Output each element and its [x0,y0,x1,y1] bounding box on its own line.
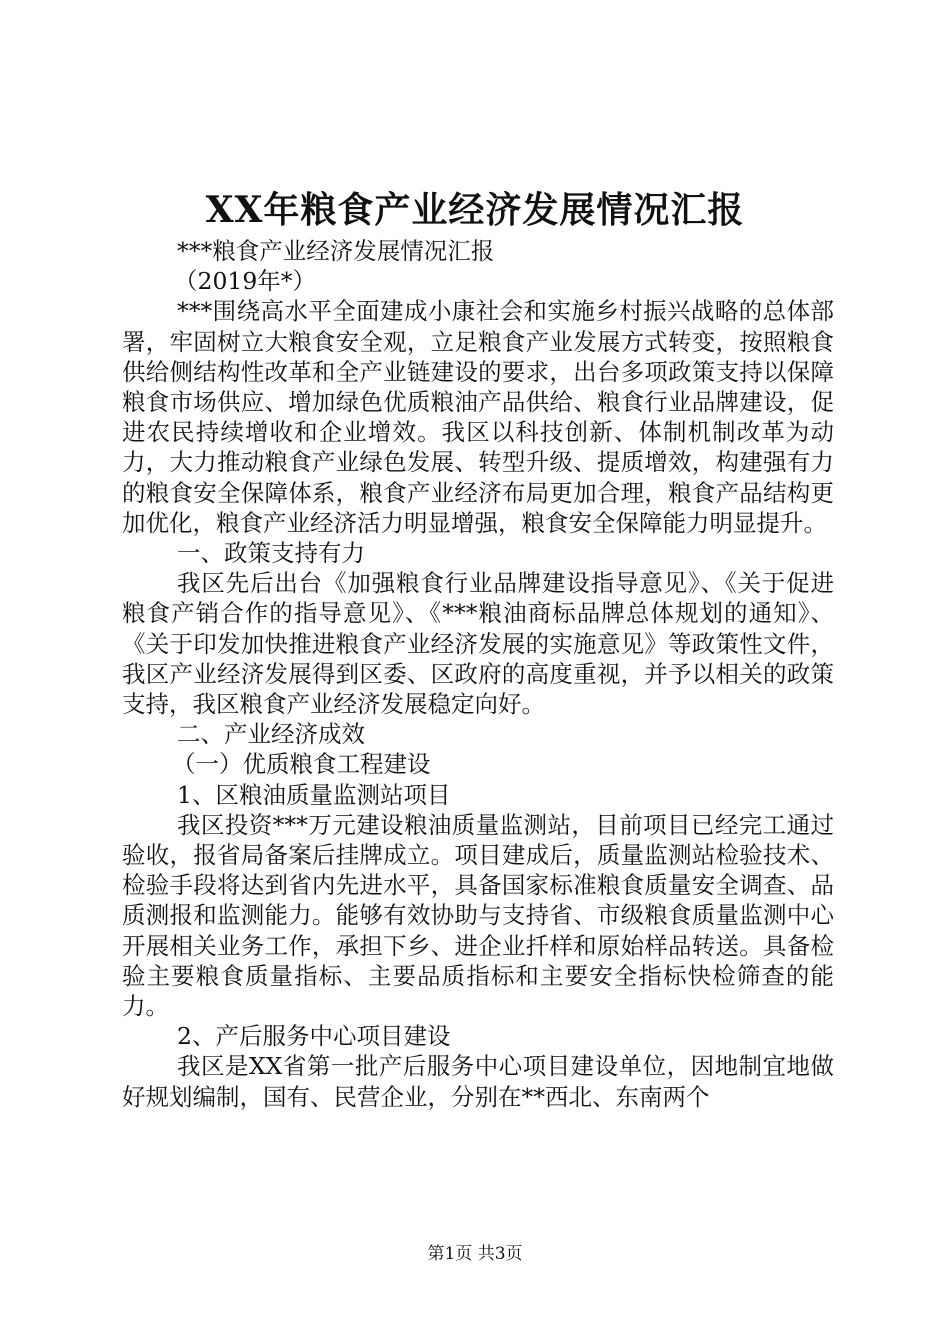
paragraph-intro: ***围绕高水平全面建成小康社会和实施乡村振兴战略的总体部署，牢固树立大粮食安全观，立足粮食产业发展方式转变，按照粮食供给侧结构性改革和全产业链建设的要求，出台多项政策支持以保障粮食市场供应、增加绿色优质粮油产品供给、粮食行业品牌建设，促进农民持续增收和企业增效。我区以科技创新、体制机制改革为动力，大力推动粮食产业绿色发展、转型升级、提质增效，构建强有力的粮食安全保障体系，粮食产业经济布局更加合理，粮食产品结构更加优化，粮食产业经济活力明显增强，粮食安全保障能力明显提升。 [122,297,834,537]
page-footer: 第1页 共3页 [427,1244,523,1264]
item-heading-1: 1、区粮油质量监测站项目 [177,780,451,809]
document-body [122,236,834,1112]
document-title: XX年粮食产业经济发展情况汇报 [205,189,745,231]
document-subtitle: ***粮食产业经济发展情况汇报 [177,237,495,265]
section-heading-2: 二、产业经济成效 [177,720,365,749]
section-heading-1: 一、政策支持有力 [177,539,365,568]
item-heading-2: 2、产后服务中心项目建设 [177,1022,451,1051]
paragraph-service-center: 我区是XX省第一批产后服务中心项目建设单位，因地制宜地做好规划编制，国有、民营企业，分别在**西北、东南两个 [122,1052,834,1111]
paragraph-policy: 我区先后出台《加强粮食行业品牌建设指导意见》、《关于促进粮食产销合作的指导意见》、《***粮油商标品牌总体规划的通知》、《关于印发加快推进粮食产业经济发展的实施意见》等政策性文件，我区产业经济发展得到区委、区政府的高度重视，并予以相关的政策支持，我区粮食产业经济发展稳定向好。 [122,569,834,719]
paragraph-monitoring-station: 我区投资***万元建设粮油质量监测站，目前项目已经完工通过验收，报省局备案后挂牌成立。项目建成后，质量监测站检验技术、检验手段将达到省内先进水平，具备国家标准粮食质量安全调查、品质测报和监测能力。能够有效协助与支持省、市级粮食质量监测中心开展相关业务工作，承担下乡、进企业扦样和原始样品转送。具备检验主要粮食质量指标、主要品质指标和主要安全指标快检筛查的能力。 [122,810,834,1021]
document-date: （2019年*） [174,267,317,296]
subsection-heading-1: （一）优质粮食工程建设 [172,750,431,779]
